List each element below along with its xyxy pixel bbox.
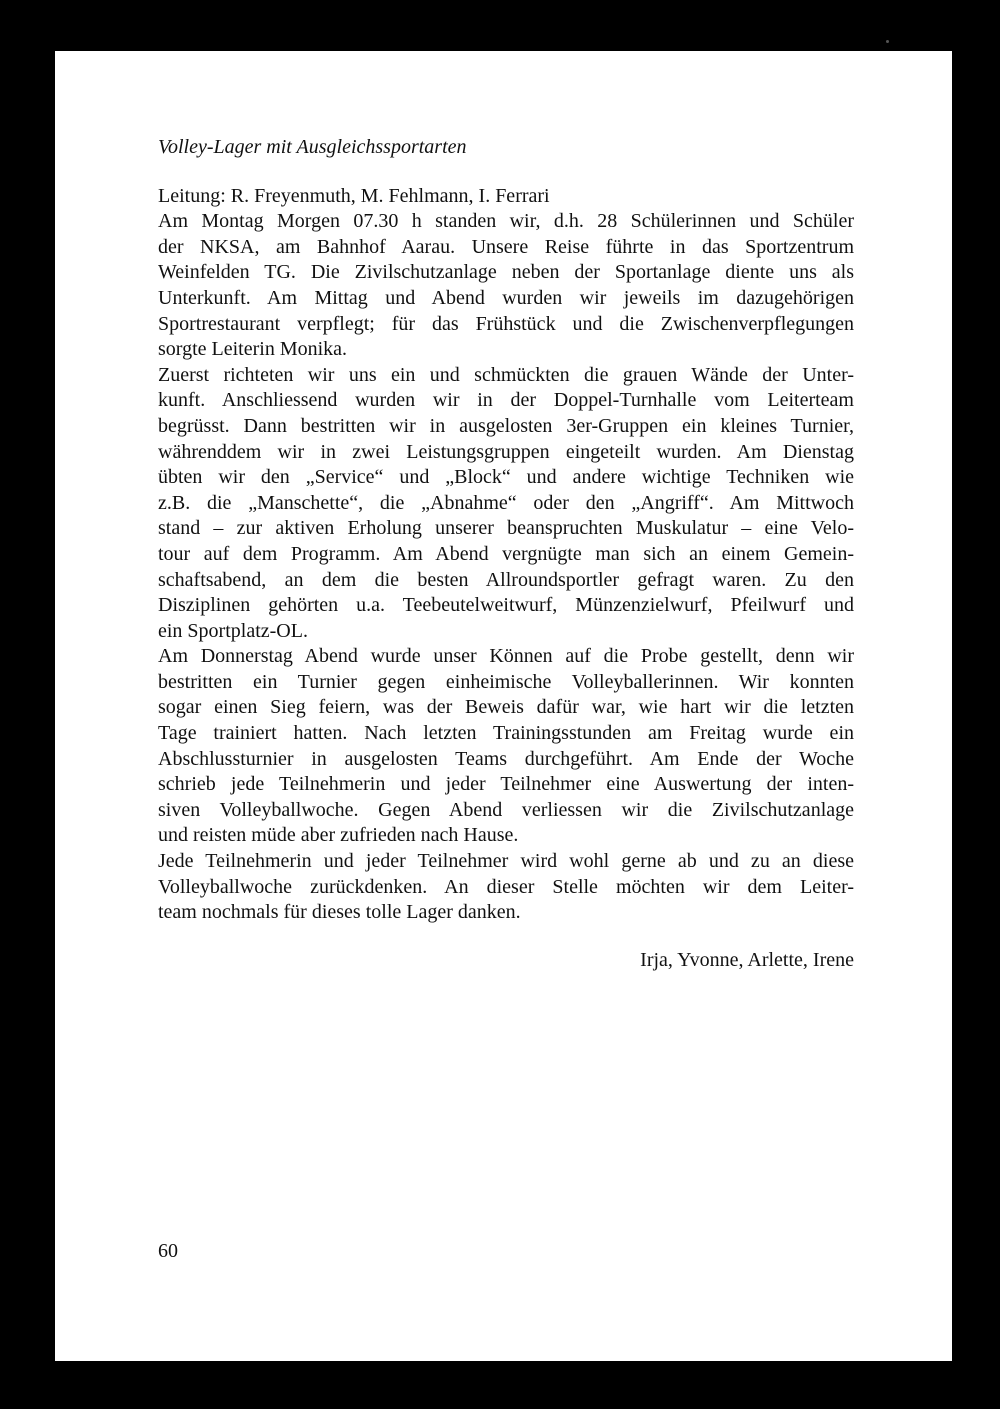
text-line: Am Montag Morgen 07.30 h standen wir, d.h. 28 Schülerinnen und Schüler [158,210,854,233]
article-title: Volley-Lager mit Ausgleichssportarten [158,136,467,158]
article-body [158,184,854,926]
text-line: team nochmals für dieses tolle Lager danken. [158,901,521,924]
text-line: Sportrestaurant verpflegt; für das Frühstück und die Zwischenverpflegungen [158,312,854,335]
text-line: Abschlussturnier in ausgelosten Teams durchgeführt. Am Ende der Woche [158,747,854,770]
text-line: begrüsst. Dann bestritten wir in ausgelosten 3er-Gruppen ein kleines Turnier, [158,414,854,437]
text-line: übten wir den „Service“ und „Block“ und andere wichtige Techniken wie [158,466,854,489]
text-line: Tage trainiert hatten. Nach letzten Trainingsstunden am Freitag wurde ein [158,722,854,745]
text-line: Jede Teilnehmerin und jeder Teilnehmer wird wohl gerne ab und zu an diese [158,850,854,873]
document-page [55,51,952,1361]
article [158,135,854,973]
text-line: währenddem wir in zwei Leistungsgruppen eingeteilt wurden. Am Dienstag [158,440,854,463]
paragraph [158,644,854,849]
text-line: kunft. Anschliessend wurden wir in der Doppel-Turnhalle vom Leiterteam [158,389,854,412]
text-line: tour auf dem Programm. Am Abend vergnügte man sich an einem Gemein- [158,542,854,565]
paragraph [158,209,854,363]
scan-speck [886,40,889,43]
text-line: der NKSA, am Bahnhof Aarau. Unsere Reise führte in das Sportzentrum [158,235,854,258]
text-line: schaftsabend, an dem die besten Allroundsportler gefragt waren. Zu den [158,568,854,591]
text-line: schrieb jede Teilnehmerin und jeder Teilnehmer eine Auswertung der inten- [158,773,854,796]
paragraph [158,184,854,210]
text-line: Volleyballwoche zurückdenken. An dieser Stelle möchten wir dem Leiter- [158,875,854,898]
paragraph [158,849,854,926]
text-line: Zuerst richteten wir uns ein und schmückten die grauen Wände der Unter- [158,363,854,386]
text-line: z.B. die „Manschette“, die „Abnahme“ oder den „Angriff“. Am Mittwoch [158,491,854,514]
text-line: und reisten müde aber zufrieden nach Hause. [158,824,519,847]
paragraph [158,363,854,645]
text-line: Am Donnerstag Abend wurde unser Können auf die Probe gestellt, denn wir [158,645,854,668]
text-line: Weinfelden TG. Die Zivilschutzanlage neben der Sportanlage diente uns als [158,261,854,284]
signature: Irja, Yvonne, Arlette, Irene [640,948,854,971]
text-line: sogar einen Sieg feiern, was der Beweis dafür war, wie hart wir die letzten [158,696,854,719]
text-line: stand – zur aktiven Erholung unserer beanspruchten Muskulatur – eine Velo- [158,517,854,540]
text-line: sorgte Leiterin Monika. [158,338,348,361]
text-line: bestritten ein Turnier gegen einheimische Volleyballerinnen. Wir konnten [158,670,854,693]
text-line: Disziplinen gehörten u.a. Teebeutelweitwurf, Münzenzielwurf, Pfeilwurf und [158,594,854,617]
text-line: Unterkunft. Am Mittag und Abend wurden wir jeweils im dazugehörigen [158,286,854,309]
text-line: siven Volleyballwoche. Gegen Abend verliessen wir die Zivilschutzanlage [158,798,854,821]
text-line: ein Sportplatz-OL. [158,619,308,642]
page-number: 60 [158,1240,178,1262]
text-line: Leitung: R. Freyenmuth, M. Fehlmann, I. Ferrari [158,184,550,207]
